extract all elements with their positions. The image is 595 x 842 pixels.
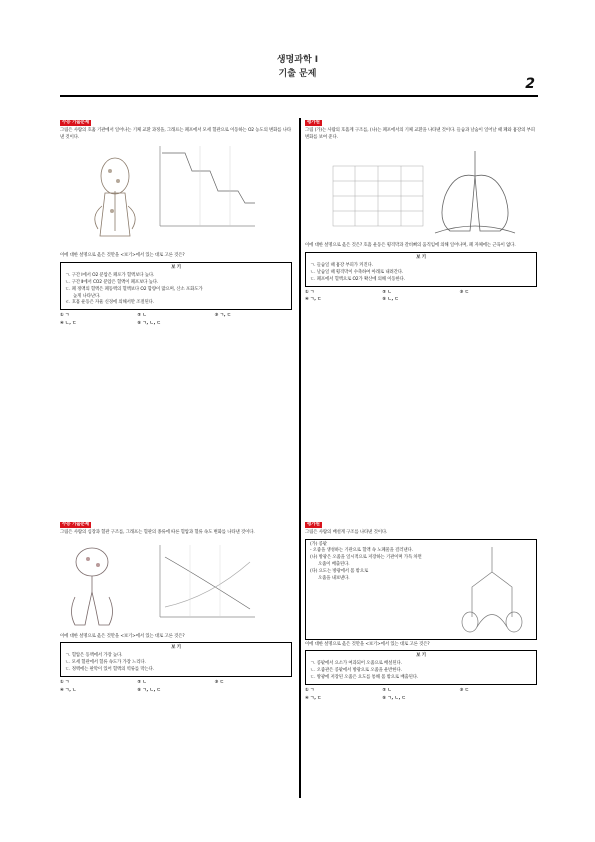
option-item: ㄷ. 폐 정맥의 혈액은 폐동맥의 혈액보다 O2 함량이 많으며, 산소 포화도가 (65, 286, 203, 292)
answer-choice[interactable]: ⑤ ㄱ, ㄴ, ㄷ (137, 321, 161, 327)
option-item: ㄷ. 정맥에는 판막이 있어 혈액의 역류를 막는다. (65, 666, 155, 672)
answer-choice[interactable]: ④ ㄱ, ㄴ (60, 687, 77, 693)
header-line-1: 생명과학 I (276, 55, 319, 65)
option-item: ㄱ. 들숨일 때 흉강 부피가 커진다. (310, 263, 373, 269)
circulation-figure (60, 537, 292, 632)
options-box (305, 252, 537, 286)
description-item: (다) 요도는 방광에서 몸 밖으로 (310, 568, 369, 574)
figure-description (310, 542, 448, 583)
lung-figure (305, 141, 537, 241)
option-item: 높게 나타난다. (73, 293, 101, 299)
question-caption: 이에 대한 설명으로 옳은 것만을 <보기>에서 있는 대로 고른 것은? (60, 633, 185, 639)
answer-choice[interactable]: ③ ㄷ (459, 289, 469, 295)
question-stem: 그림은 사람의 호흡 기관에서 일어나는 기체 교환 과정을, 그래프는 폐포에서 모세 혈관으로 이동하는 O2 농도의 변화를 나타낸 것이다. (60, 127, 292, 140)
answer-choices (60, 680, 292, 695)
description-item: 오줌이 배출된다. (318, 562, 350, 568)
description-item: (나) 방광은 오줌을 일시적으로 저장하는 기관이며 가득 차면 (310, 555, 422, 561)
column-divider (299, 118, 301, 798)
question-caption: 이에 대한 설명으로 옳은 것은? 호흡 운동은 횡격막과 갈비뼈의 움직임에 의해 일어나며, 폐 자체에는 근육이 없다. (305, 243, 516, 249)
answer-choice[interactable]: ④ ㄴ, ㄷ (60, 321, 77, 327)
answer-choice[interactable]: ⑤ ㄱ, ㄴ, ㄷ (382, 695, 406, 701)
description-item: (가) 콩팥 (310, 541, 327, 547)
question-tag: 평가원 (307, 120, 320, 125)
option-item: ㄴ. 날숨일 때 횡격막이 수축하여 아래로 내려간다. (310, 269, 404, 275)
header-rule (60, 95, 538, 97)
question-tag: 수능 기출문제 (62, 522, 89, 527)
answer-choices (305, 290, 537, 305)
option-item: ㄴ. 구간 Ⅱ에서 CO2 분압은 혈액이 폐포보다 높다. (65, 279, 159, 285)
description-item: 오줌을 내보낸다. (318, 575, 350, 581)
question-4 (305, 522, 537, 702)
options-box-title: 보 기 (416, 653, 426, 659)
description-item: - 오줌을 생성하는 기관으로 혈액 속 노폐물을 걸러낸다. (310, 548, 413, 554)
answer-choice[interactable]: ③ ㄷ (459, 687, 469, 693)
answer-choice[interactable]: ① ㄱ (60, 679, 70, 685)
option-item: ㄹ. 호흡 운동은 자율 신경에 의해서만 조절된다. (65, 300, 155, 306)
answer-choice[interactable]: ① ㄱ (305, 687, 315, 693)
option-item: ㄴ. 모세 혈관에서 혈류 속도가 가장 느리다. (65, 660, 146, 666)
question-1 (60, 120, 292, 328)
question-caption: 이에 대한 설명으로 옳은 것만을 <보기>에서 있는 대로 고른 것은? (305, 641, 430, 647)
answer-choice[interactable]: ① ㄱ (305, 289, 315, 295)
options-box (305, 650, 537, 684)
question-stem: 그림 (가)는 사람의 호흡계 구조를, (나)는 폐포에서의 기체 교환을 나타낸 것이다. 들숨과 날숨이 일어날 때 폐와 흉강의 부피 변화를 보여 준다. (305, 127, 535, 140)
option-item: ㄱ. 혈압은 동맥에서 가장 높다. (65, 653, 123, 659)
question-stem: 그림은 사람의 배설계 구조를 나타낸 것이다. (305, 529, 388, 535)
options-box (60, 262, 292, 310)
option-item: ㄴ. 오줌관은 콩팥에서 방광으로 오줌을 운반한다. (310, 668, 402, 674)
figure-box (305, 539, 537, 640)
question-tag: 평가원 (307, 522, 320, 527)
answer-choices (305, 688, 537, 703)
options-box (60, 642, 292, 676)
option-item: ㄱ. 콩팥에서 요소가 여과되어 오줌으로 배설된다. (310, 661, 402, 667)
answer-choices (60, 313, 292, 328)
answer-choice[interactable]: ⑤ ㄴ, ㄷ (382, 297, 399, 303)
question-3 (60, 522, 292, 694)
option-item: ㄷ. 방광에 저장된 오줌은 요도를 통해 몸 밖으로 배출된다. (310, 674, 419, 680)
options-box-title: 보 기 (171, 645, 181, 651)
question-tag: 수능 기출문제 (62, 120, 89, 125)
answer-choice[interactable]: ② ㄴ (137, 679, 147, 685)
answer-choice[interactable]: ③ ㄷ (214, 679, 224, 685)
answer-choice[interactable]: ⑤ ㄱ, ㄴ, ㄷ (137, 687, 161, 693)
options-box-title: 보 기 (171, 265, 181, 271)
answer-choice[interactable]: ④ ㄱ, ㄷ (305, 297, 322, 303)
answer-choice[interactable]: ④ ㄱ, ㄷ (305, 695, 322, 701)
question-caption: 이에 대한 설명으로 옳은 것만을 <보기>에서 있는 대로 고른 것은? (60, 253, 185, 259)
answer-choice[interactable]: ② ㄴ (382, 687, 392, 693)
answer-choice[interactable]: ① ㄱ (60, 313, 70, 319)
option-item: ㄱ. 구간 Ⅰ에서 O2 분압은 폐포가 혈액보다 높다. (65, 273, 155, 279)
option-item: ㄷ. 폐포에서 혈액으로 O2가 확산에 의해 이동한다. (310, 276, 406, 282)
page-number: 2 (525, 76, 535, 92)
question-2 (305, 120, 537, 304)
answer-choice[interactable]: ③ ㄱ, ㄷ (214, 313, 231, 319)
respiration-figure (60, 141, 292, 251)
answer-choice[interactable]: ② ㄴ (382, 289, 392, 295)
header-line-2: 기출 문제 (278, 69, 317, 79)
options-box-title: 보 기 (416, 255, 426, 261)
excretory-figure (452, 542, 532, 637)
answer-choice[interactable]: ② ㄴ (137, 313, 147, 319)
question-stem: 그림은 사람의 심장과 혈관 구조를, 그래프는 혈관의 종류에 따른 혈압과 혈류 속도 변화를 나타낸 것이다. (60, 529, 255, 535)
